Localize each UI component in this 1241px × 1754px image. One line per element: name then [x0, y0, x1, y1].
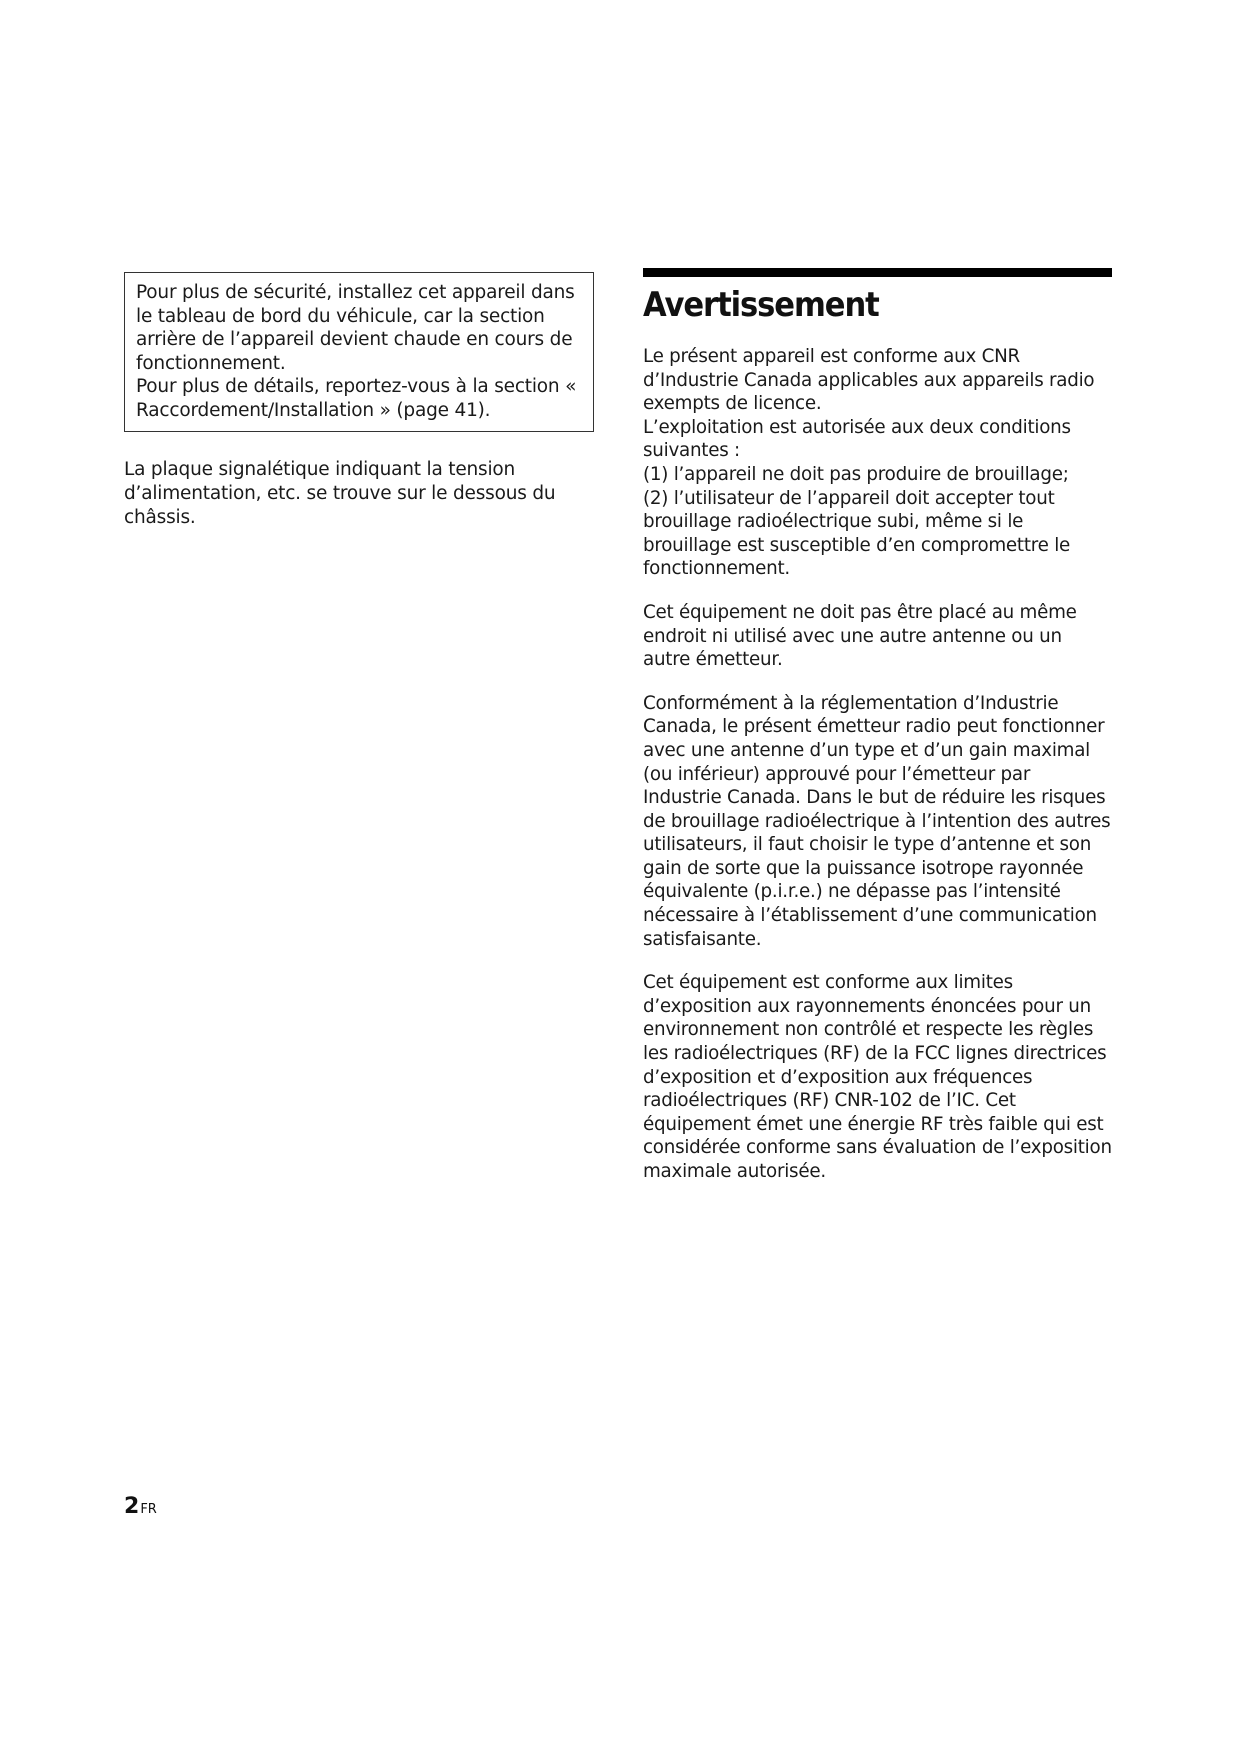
page-number [124, 1494, 157, 1519]
nameplate-note: La plaque signalétique indiquant la tension d’alimentation, etc. se trouve sur le dessous du châssis. [124, 459, 556, 528]
right-column [643, 268, 1113, 1204]
page-number-value: 2 [124, 1494, 140, 1519]
colocation-paragraph: Cet équipement ne doit pas être placé au même endroit ni utilisé avec une autre antenne ou un autre émetteur. [643, 601, 1077, 671]
condition-2: (2) l’utilisateur de l’appareil doit accepter tout brouillage radioélectrique subi, même si le brouillage est susceptible d’en compromettre le fonctionnement. [643, 487, 1071, 580]
safety-notice-box [124, 272, 594, 432]
compliance-statement: Le présent appareil est conforme aux CNR d’Industrie Canada applicables aux appareils radio exempts de licence. [643, 346, 1095, 415]
safety-notice-reference: Pour plus de détails, reportez-vous à la section « Raccordement/Installation » (page 41). [136, 376, 577, 421]
heading-rule [643, 268, 1112, 277]
rf-exposure-paragraph: Cet équipement est conforme aux limites d’exposition aux rayonnements énoncées pour un environnement non contrôlé et respecte les règles les radioélectriques (RF) de la FCC lignes directrices d’exposition et d’exposition aux fréquences radioélectriques (RF) CNR-102 de l’IC. Cet équipement émet une énergie RF très faible qui est considérée conforme sans évaluation de l’exposition maximale autorisée. [643, 972, 1112, 1182]
antenna-paragraph: Conformément à la réglementation d’Industrie Canada, le présent émetteur radio peut fonctionner avec une antenne d’un type et d’un gain maximal (ou inférieur) approuvé pour l’émetteur par Industrie Canada. Dans le but de réduire les risques de brouillage radioélectrique à l’intention des autres utilisateurs, il faut choisir le type d’antenne et son gain de sorte que la puissance isotrope rayonnée équivalente (p.i.r.e.) ne dépasse pas l’intensité nécessaire à l’établissement d’une communication satisfaisante. [643, 692, 1111, 950]
left-column [124, 272, 594, 530]
section-title: Avertissement [643, 285, 879, 325]
language-code: FR [140, 1502, 157, 1517]
safety-notice-text: Pour plus de sécurité, installez cet appareil dans le tableau de bord du véhicule, car la section arrière de l’appareil devient chaude en cours de fonctionnement. [136, 282, 575, 374]
compliance-paragraph [643, 345, 1113, 581]
conditions-intro: L’exploitation est autorisée aux deux conditions suivantes : [643, 416, 1071, 462]
condition-1: (1) l’appareil ne doit pas produire de brouillage; [643, 463, 1069, 485]
